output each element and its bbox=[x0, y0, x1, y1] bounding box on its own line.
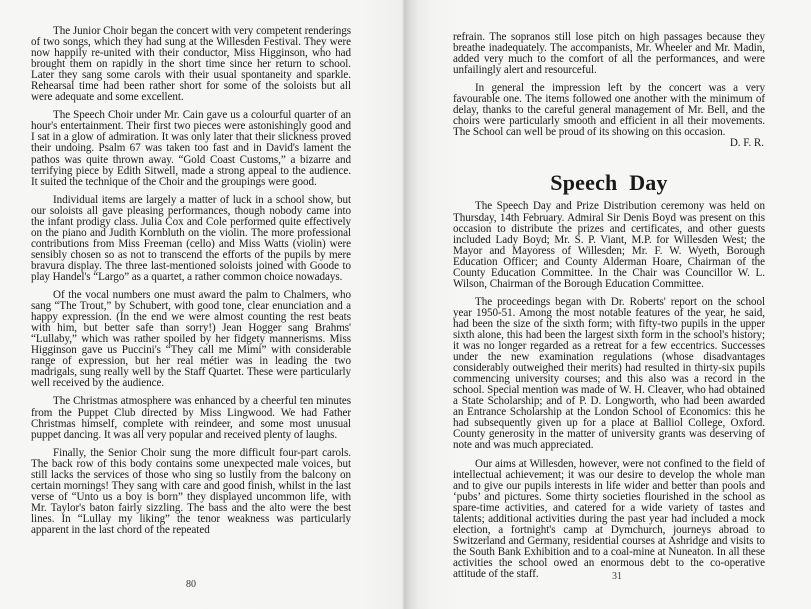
left-page bbox=[0, 0, 404, 609]
left-page-text bbox=[31, 26, 351, 543]
right-page bbox=[404, 0, 811, 609]
paragraph-our-aims: Our aims at Willesden, however, were not confined to the field of intellectual achievement; it was our desire to develop the whole man and to give our pupils interests in life wider and better than pools and ‘pubs’ and pictures. Some thirty societies flourished in the school as spare-time activities, and catered for a wide variety of tastes and talents; additional activities during the past year had included a mock election, a fortnight's camp at Dymchurch, journeys abroad to Switzerland and Germany, residential courses at Ashridge and visits to the South Bank Exhibition and to a coal-mine at Nuneaton. In all these activities the school owed an enormous debt to the co-operative attitude of the staff. bbox=[453, 457, 765, 580]
paragraph-junior-choir: The Junior Choir began the concert with very competent renderings of two songs, which they had sung at the Willesden Festival. They were now happily re-united with their conductor, Miss Higginson, who had brought them on rapidly in the short time since her return to school. Later they sang some carols with their usual spontaneity and sparkle. Rehearsal time had been rather short for some of the soloists but all were adequate and some excellent. bbox=[31, 25, 351, 104]
section-heading-speech-day: Speech Day bbox=[550, 170, 668, 196]
paragraph-christmas-atmosphere: The Christmas atmosphere was enhanced by a cheerful ten minutes from the Puppet Club directed by Miss Lingwood. We had Father Christmas himself, complete with reindeer, and some most unusual puppet dancing. It was all very popular and received plenty of laughs. bbox=[31, 395, 351, 441]
paragraph-vocal-numbers: Of the vocal numbers one must award the palm to Chalmers, who sang “The Trout,” by Schubert, with good tone, clear enunciation and a happy expression. (In the end we were almost counting the rest beats with him, but better safe than sorry!) Jean Hogger sang Brahms' “Lullaby,” which was rather spoiled by her fidgety mannerisms. Miss Higginson gave us Puccini's “They call me Mimi” with considerable range of expression, but her real métier was in leading the two madrigals, sung really well by the Staff Quartet. These were particularly well received by the audience. bbox=[31, 289, 351, 390]
paragraph-speech-day-ceremony: The Speech Day and Prize Distribution ceremony was held on Thursday, 14th February. Admiral Sir Denis Boyd was present on this occasion to distribute the prizes and certificates, and other guests included Lady Boyd; Mr. S. P. Viant, M.P. for Willesden West; the Mayor and Mayoress of Willesden; Mr. F. W. Wyeth, Borough Education Officer; and County Alderman Hoare, Chairman of the County Education Committee. In the Chair was Councillor W. L. Wilson, Chairman of the Borough Education Committee. bbox=[453, 200, 765, 290]
page-number-right: 31 bbox=[612, 571, 622, 582]
paragraph-senior-choir: Finally, the Senior Choir sung the more difficult four-part carols. The back row of this body contains some unexpected male voices, but still lacks the services of those who sing so lustily from the balcony on certain mornings! They sang with care and good finish, whilst in the last verse of “Unto us a boy is born” they displayed uncommon life, with Mr. Taylor's baton fairly sizzling. The bass and the alto were the best lines. In “Lullay my liking” the tenor weakness was particularly apparent in the last chord of the repeated bbox=[31, 446, 351, 536]
paragraph-proceedings: The proceedings began with Dr. Roberts' report on the school year 1950-51. Among the most notable features of the year, he said, had been the size of the sixth form; with fifty-two pupils in the upper sixth alone, this had been the largest sixth form in the school's history; it was no longer regarded as a retreat for a few eccentrics. Successes under the new examination regulations (whose disadvantages considerably outweighed their merits) had resulted in thirty-six pupils commencing university courses; and this also was a record in the school. Special mention was made of W. H. Cleaver, who had obtained a State Scholarship; and of P. D. Longworth, who had been awarded an Entrance Scholarship at the London School of Economics: this he had subsequently given up for a place at Balliol College, Oxford. County generosity in the matter of university grants was deserving of note and was much appreciated. bbox=[453, 295, 765, 452]
author-signature: D. F. R. bbox=[729, 137, 764, 150]
paragraph-speech-choir: The Speech Choir under Mr. Cain gave us a colourful quarter of an hour's entertainment. Their first two pieces were astonishingly good and I sat in a glow of admiration. It was only later that their slickness proved their undoing. Psalm 67 was taken too fast and in David's lament the pathos was quite thrown away. “Gold Coast Customs,” a bizarre and terrifying piece by Edith Sitwell, made a strong appeal to the audience. It suited the technique of the Choir and the groupings were good. bbox=[31, 109, 351, 188]
right-page-text bbox=[453, 32, 765, 587]
paragraph-individual-items: Individual items are largely a matter of luck in a school show, but our soloists all gave pleasing performances, though nobody came into the infant prodigy class. Julia Cox and Cole performed quite effectively on the piano and Judith Kornbluth on the violin. The more professional contributions from Miss Freeman (cello) and Miss Watts (violin) were sensibly chosen so as not to transcend the efforts of the pupils by mere bravura display. The three last-mentioned soloists joined with Goode to play Handel's “Largo” as a quartet, a rather common choice nowadays. bbox=[31, 193, 351, 283]
paragraph-general-impression: In general the impression left by the concert was a very favourable one. The items followed one another with the minimum of delay, thanks to the careful general management of Mr. Bell, and the choirs were particularly smooth and efficient in all their movements. The School can well be proud of its showing on this occasion. bbox=[453, 82, 765, 139]
paragraph-refrain-continued: refrain. The sopranos still lose pitch on high passages because they breathe inadequately. The accompanists, Mr. Wheeler and Mr. Madin, added very much to the comfort of all the performances, and were unfailingly alert and resourceful. bbox=[453, 31, 765, 77]
page-number-left: 80 bbox=[186, 579, 196, 590]
